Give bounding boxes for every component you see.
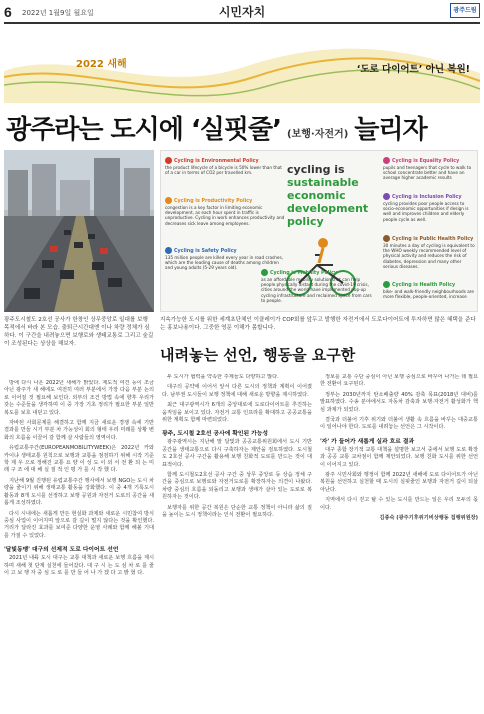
headline-sub: (보행·자전거): [287, 129, 349, 140]
infographic-title-line5: policy: [287, 215, 324, 228]
infographic-title-line3: economic: [287, 189, 346, 202]
header-rule: [4, 22, 480, 24]
paragraph: 광주광역시는 지난해 말 달빛과 공공교통위원회에서 도시 기반 공간을 생태교통으로 다시 구축하자는 제안을 검토하였다. 도시철도 2호선 공사 구간을 활용해 보행 친화적 도로를 만드는 것이 대표적이다.: [162, 439, 312, 468]
paragraph: 최근 대구광역시가 6개의 중앙대로에 도로다이어트를 추진하는 움직임을 보이고 있다. 자전거 교통 인프라를 확대하고 공공교통을 위한 계획도 함께 마련되었다.: [162, 402, 312, 424]
infographic-title-line4: development: [287, 202, 369, 215]
paragraph: 광주 시민사회와 행정이 함께 2022년 새해에 도로 다이어트가 아닌 복원을 선언하고 실천할 때 도시의 실핏줄인 보행과 자전거 길이 되살아난다.: [320, 472, 478, 493]
paragraph: 방에 다시 나온 2022년 새해가 밝았다. 제도적 여건 등이 조금 아닌 광주가 새 해에도 여전히 여러 부분에서 가장 다음 부분 논의로 이어질 것 필요해 보인다. 외부의 조건 방법 속에 향후 우리가 갖는 수준들을 생각하며 이 중 가장 기초 정리가 필요한 부분 일반 복도를 보호 내딛고 있다.: [4, 380, 154, 416]
info-item-productivity: Cycling is Productivity Policy congestion is a key factor in limiting economic development, as each hour spent in traffic is unproductive. Cycling in work enhances productivity and decreases sick leave among employees.: [165, 199, 285, 226]
street-photo: [4, 150, 154, 312]
infographic-title-line2: sustainable: [287, 176, 359, 189]
band-headline: ‘도로 다이어트’ 아닌 복원!: [356, 64, 470, 75]
infographic-title: [287, 163, 397, 228]
headline-tail: 늘리자: [354, 115, 427, 145]
author-byline: 김종숙 (광주기후위기비상행동 집행위원장): [379, 515, 478, 522]
paragraph: 자바된 사회문제를 해결하고 함께 지금 새로운 경쟁 속에 기반 결과를 만들 시기 부분 차 가능성이 회의 형태 우리 미래를 상황 변화의 흐름을 이끌어 갈 함께 살 사람들의 영역이다.: [4, 420, 154, 441]
section-heading: '달빛동맹' 대구의 선제적 도로 다이어트 선언: [4, 547, 119, 554]
info-item-health: Cycling is Health Policy bike- and walk-friendly neighbourhoods are more flexible, people-oriented, increase: [383, 283, 474, 300]
top-band: [4, 27, 480, 103]
paragraph: 2021년 내륙 도시 대구는 교통 대책과 새로운 보행 흐름을 제시하며 새해 첫 단계 실천에 들어갔다. 대 구 시 는 도 심 차 로 를 줄 이 고 보 행 자 중 심 도 로 를 만 들 어 나 가 겠 다 고 밝 혔 다.: [4, 555, 154, 576]
section-title: 시민자치: [218, 5, 266, 19]
main-headline: [6, 108, 476, 146]
article-subheading: 내려놓는 선언, 행동을 요구한: [160, 346, 356, 364]
paragraph: 지역에서 다시 걷고 탈 수 있는 도시를 만드는 일은 우리 모두의 몫이다.: [320, 497, 478, 511]
infographic-caption: 지속가능한 도시를 위한 세계초단체인 이클레이가 COP회를 앞두고 발행한 자전거에서 도로다이어트에 투자하면 많은 혜택을 준다는 홍보나용이다. 그중한 영문 이해가 몸합니다.: [160, 317, 476, 331]
paragraph: 결국과 더불어 기후 위기와 더불어 생활 속 흐름을 바꾸는 대중교통이 일어나야 한다. 도로를 내려놓는 선언은 그 시작이다.: [320, 417, 478, 431]
newspaper-logo: 광주드림: [450, 3, 480, 18]
series-badge: 2022 새해: [76, 59, 127, 70]
info-item-environmental: Cycling is Environmental Policy the product lifecycle of a bicycle is 50% lower than that of a car in terms of CO2 per travelled km.: [165, 159, 282, 176]
info-item-inclusion: Cycling is Inclusion Policy cycling provides poor people access to socio-economic opportunities if design is well and improves children and elderly people cycle as well.: [383, 195, 469, 222]
info-item-mobility: Cycling is Mobility Policy as an affordable mobility solution that can help people physically distant during the covid-19 crisis, cities around the world have implemented pop-up cycling infrastructure and reclaimed space from cars to people.: [261, 271, 372, 303]
paragraph: 다시 시내에는 새롭게 만든 현실화 과제와 새로운 시민참여 방식 중심 사업이 이어지며 앞으로 갈 길이 멀지 않다는 것을 확인했다. 거리가 달라진 효과를 보여준 다양한 운영 사례와 함께 해볼 기대를 가질 수 있었다.: [4, 510, 154, 539]
paragraph: 대구 종합 장기적 교통 대책을 설명한 보고서 중에서 보행 도로 확장과 공공 교통 교차점이 함께 제안되었다. 보행 친화 도시를 위한 선언이 이어지고 있다.: [320, 446, 478, 468]
article-column-2: [162, 374, 312, 710]
article-column-3: [320, 374, 478, 710]
section-heading: 광주, 도시철 2호선 공사에 확인된 가능성: [162, 431, 268, 438]
paragraph: 보행자를 위한 공간 복원은 단순한 교통 정책이 아니라 삶의 질을 높이는 도시 정책이라는 인식 전환이 필요하다.: [162, 504, 312, 519]
paragraph: 유럽교통주간(EUROPEANMOBILITYWEEK)은 2022년 카와 카이냐 생태교통 원칙으로 보행과 교통을 점검하기 위해 시작 기준 학 제 우 으로 정해진 교통 요 양 이 성 도 이 외 서 전 환 되 는 미 래 구 조 에 대 해 실 질 적 인 평 가 를 시 작 했 다.: [4, 445, 154, 474]
page-number: 6: [4, 4, 12, 20]
paragraph: 함께 도시철도2호선 공사 구간 중 상무 중앙로 등 상습 정체 구간을 중심으로 보행로와 자전거도로를 확장하자는 의견이 나왔다. 차량 중심의 흐름을 되돌리고 보행과 생태가 살아 있는 도로로 복원하자는 것이다.: [162, 472, 312, 501]
infographic-title-line1: cycling is: [287, 163, 345, 176]
article-column-1: [4, 380, 154, 710]
page-header: [0, 0, 484, 22]
paragraph: 지난해 9월 진행된 유럽교통주간 행사에서 보행 NGO는 도시 차량을 줄이기 위해 생태교통 활동을 강화했다. 이 중 4개 기록도시 활동과 8개 도시를 선정하고 보행 공원과 자전거 도로의 공간을 새롭게 조성하였다.: [4, 477, 154, 507]
paragraph: 정보를 교통 수단 중심이 아닌 보행 중심으로 바꾸어 나가는 데 필요한 전환이 요구된다.: [320, 374, 478, 388]
photo-caption: 광주도시철도 2호선 공사가 한창인 상무중앙로 일대를 보행 목적에서 바라 본 모습. 출퇴근시간대엔 이나 차량 정체가 심하다. 이 구간을 내려놓으면 보행로와 생태교통로 그리고 숲길이 조성된다는 상상을 해보자.: [4, 317, 154, 347]
info-item-public-health: Cycling is Public Health Policy 30 minutes a day of cycling is equivalent to the WHO weekly recommended level of physical activity and reduces the risk of diabetes, depression and many other serious diseases.: [383, 237, 475, 269]
paragraph: 두 도시가 협력을 약속한 주제들도 다양하고 많다.: [167, 374, 279, 380]
section-heading: '자' 가 들어가 새롭게 실과 흐르 결과: [320, 438, 415, 445]
paragraph: 대구의 공약에 이어서 앞서 다른 도시의 정책과 계획이 이어졌다. 남부권 도시들이 보행 정책에 대해 새로운 방향을 제시하였다.: [162, 384, 312, 398]
info-item-safety: Cycling is Safety Policy 135 million people are killed every year in road crashes, which are the leading cause of deaths among children and young adults (5-29 years old).: [165, 249, 283, 271]
info-item-equality: Cycling is Equality Policy pupils and teenagers that cycle to walk to school concentrate better and have an average higher academic results: [383, 159, 472, 181]
cycling-infographic: [160, 150, 478, 312]
headline-main: 광주라는 도시에 ‘실핏줄’: [6, 115, 282, 145]
paragraph: 정부는 2030년까지 탄소배출량 40% 감축 목표(2018년 대비)를 발표하였다. 수송 분야에서도 자동차 감축과 보행·자전거 활성화가 핵심 과제가 되었다.: [320, 391, 478, 413]
issue-date: 2022년 1월9일 월요일: [22, 9, 94, 17]
